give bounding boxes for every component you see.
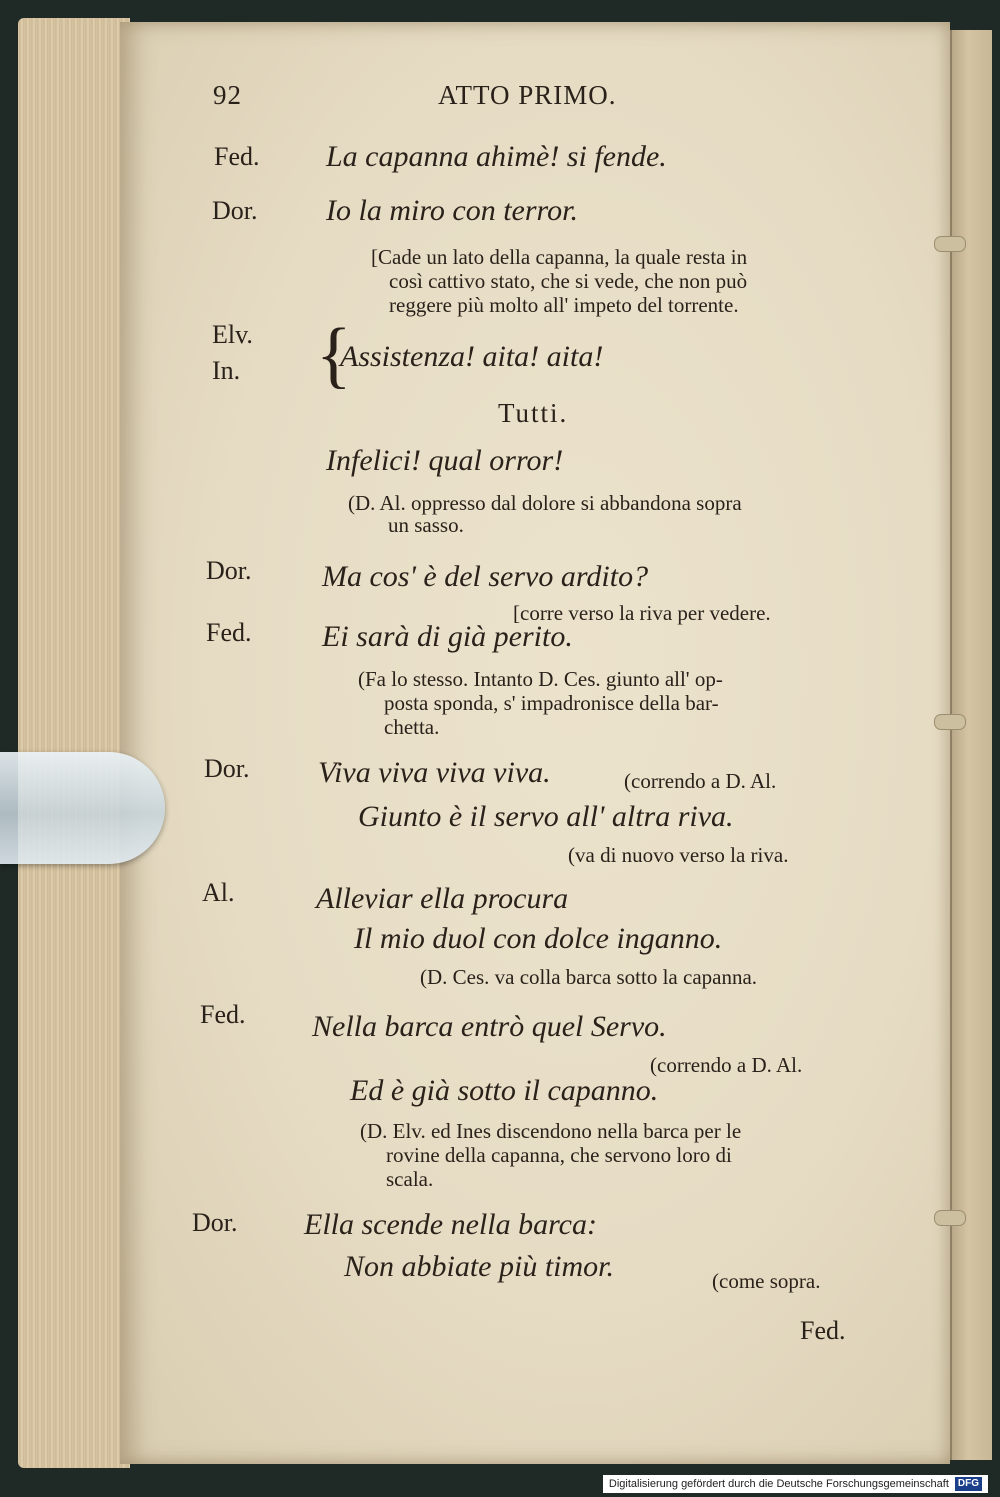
stage-direction: (D. Elv. ed Ines discendono nella barca per le [360,1119,742,1143]
speaker-label: Fed. [206,618,252,647]
stage-direction: [corre verso la riva per vedere. [513,601,771,625]
stage-direction: scala. [386,1167,434,1191]
verse-line: Il mio duol con dolce inganno. [354,922,723,955]
binding-thread [934,1210,966,1226]
stage-direction: chetta. [384,715,440,739]
section-heading: Tutti. [498,398,569,428]
stage-direction: posta sponda, s' impadronisce della bar- [384,691,719,715]
credit-text: Digitalisierung gefördert durch die Deutsche Forschungsgemeinschaft [608,1478,949,1490]
verse-line: La capanna ahimè! si fende. [326,140,667,173]
verse-line: Giunto è il servo all' altra riva. [358,800,734,833]
stage-direction: (D. Ces. va colla barca sotto la capanna. [420,965,758,989]
digitization-credit [603,1475,988,1493]
stage-direction: (Fa lo stesso. Intanto D. Ces. giunto all' op- [358,667,723,691]
verse-line: Infelici! qual orror! [326,444,564,477]
speaker-label: Fed. [214,142,260,171]
stage-direction: un sasso. [388,513,464,537]
binding-thread [934,236,966,252]
stage-direction: rovine della capanna, che servono loro di [386,1143,732,1167]
stage-direction: (D. Al. oppresso dal dolore si abbandona sopra [348,491,742,515]
speaker-label: Elv. [212,320,253,349]
speaker-label: Al. [202,878,235,907]
dfg-logo: DFG [955,1477,982,1491]
speaker-label: In. [212,356,241,385]
page-number: 92 [213,80,242,110]
catchword: Fed. [800,1316,846,1345]
verse-line: Alleviar ella procura [316,882,569,915]
binding-thread [934,714,966,730]
stage-direction: (correndo a D. Al. [650,1053,803,1077]
stage-direction: [Cade un lato della capanna, la quale resta in [371,245,748,269]
stage-direction: così cattivo stato, che si vede, che non può [389,269,748,293]
speaker-label: Dor. [206,556,252,585]
stage-direction: (va di nuovo verso la riva. [568,843,789,867]
verse-line: Nella barca entrò quel Servo. [312,1010,667,1043]
speaker-label: Dor. [204,754,250,783]
book-page [120,22,950,1464]
verse-line: Ma cos' è del servo ardito? [322,560,649,593]
speaker-label: Fed. [200,1000,246,1029]
verse-line: Io la miro con terror. [326,194,578,227]
brace-mark: { [316,314,352,396]
verse-line: Assistenza! aita! aita! [340,340,604,373]
speaker-label: Dor. [192,1208,238,1237]
verse-line: Ed è già sotto il capanno. [350,1074,659,1107]
verse-line: Ella scende nella barca: [304,1208,597,1241]
page-edge-stack [18,18,130,1468]
running-title: ATTO PRIMO. [438,80,617,110]
stage-aside: (correndo a D. Al. [624,769,777,793]
verse-line: Ei sarà di già perito. [322,620,573,653]
speaker-label: Dor. [212,196,258,225]
verse-line: Non abbiate più timor. [344,1250,615,1283]
verse-line: Viva viva viva viva. [318,756,551,789]
stage-direction: reggere più molto all' impeto del torrente. [389,293,739,317]
stage-aside: (come sopra. [712,1269,821,1293]
page-clip [0,752,165,864]
